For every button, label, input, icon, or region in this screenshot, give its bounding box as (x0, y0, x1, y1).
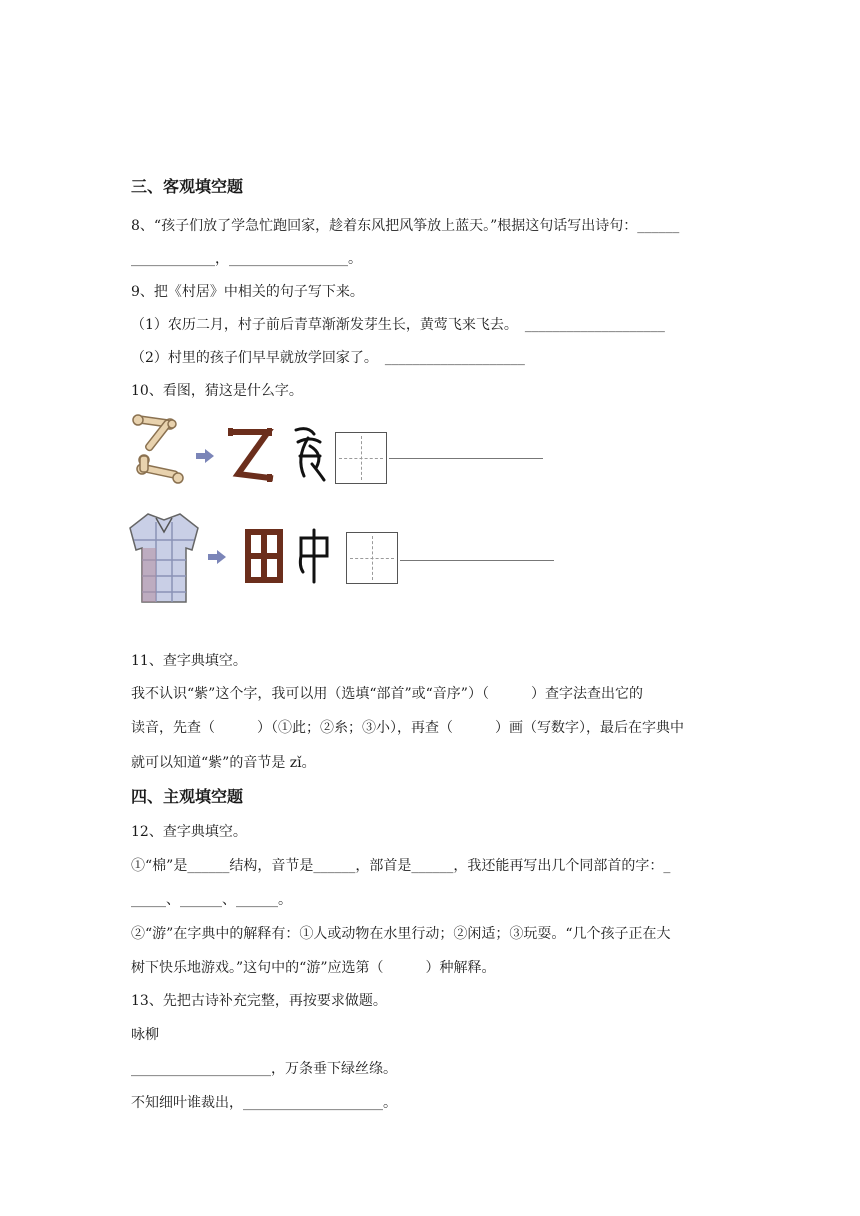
question-11-line-3: 就可以知道“紫”的音节是 zǐ。 (131, 755, 316, 771)
question-12-line-1: ①“棉”是______结构，音节是______，部首是______，我还能再写出几个同部首的字：_ (131, 858, 671, 874)
poem-title: 咏柳 (131, 1027, 159, 1043)
question-11-line-2: 读音，先查（ ）（①此；②糸；③小），再查（ ）画（写数字），最后在字典中 (131, 720, 684, 736)
question-12-line-3: ②“游”在字典中的解释有：①人或动物在水里行动；②闲适；③玩耍。“几个孩子正在大 (131, 926, 671, 942)
shirt-picture-icon (126, 510, 202, 606)
poem-line-1: ____________________，万条垂下绿丝绦。 (131, 1061, 397, 1077)
question-12-line-4: 树下快乐地游戏。”这句中的“游”应选第（ ）种解释。 (131, 960, 496, 976)
answer-line-1[interactable] (389, 458, 543, 459)
question-8-line-2: ____________，_________________。 (131, 251, 362, 267)
answer-line-2[interactable] (400, 560, 554, 561)
question-8-line-1: 8、“孩子们放了学急忙跑回家，趁着东风把风筝放上蓝天。”根据这句话写出诗句：______ (131, 218, 680, 234)
question-9-item-1: （1）农历二月，村子前后青草渐渐发芽生长，黄莺飞来飞去。 ____________________ (131, 317, 665, 333)
question-11-title: 11、查字典填空。 (131, 653, 247, 669)
question-12-line-2: _____、______、______。 (131, 892, 292, 908)
section-heading-subjective: 四、主观填空题 (131, 787, 244, 806)
question-13-title: 13、先把古诗补充完整，再按要求做题。 (131, 993, 387, 1009)
ancient-character-tian-icon (244, 528, 284, 584)
question-10-title: 10、看图，猜这是什么字。 (131, 383, 303, 399)
seal-script-tian-icon (297, 526, 331, 586)
answer-grid-box-2[interactable] (346, 532, 398, 584)
arrow-right-icon (196, 449, 214, 463)
question-9-item-2: （2）村里的孩子们早早就放学回家了。 ____________________ (131, 350, 525, 366)
question-11-line-1: 我不认识“紫”这个字，我可以用（选填“部首”或“音序”）（ ）查字法查出它的 (131, 686, 643, 702)
question-9-title: 9、把《村居》中相关的句子写下来。 (131, 284, 364, 300)
poem-line-2: 不知细叶谁裁出，____________________。 (131, 1095, 397, 1111)
question-12-title: 12、查字典填空。 (131, 824, 247, 840)
bone-picture-icon (128, 412, 190, 494)
ancient-character-yi-icon (226, 424, 274, 484)
seal-script-yi-icon (290, 424, 328, 484)
section-heading-objective: 三、客观填空题 (131, 177, 244, 196)
arrow-right-icon (208, 550, 226, 564)
answer-grid-box-1[interactable] (335, 432, 387, 484)
